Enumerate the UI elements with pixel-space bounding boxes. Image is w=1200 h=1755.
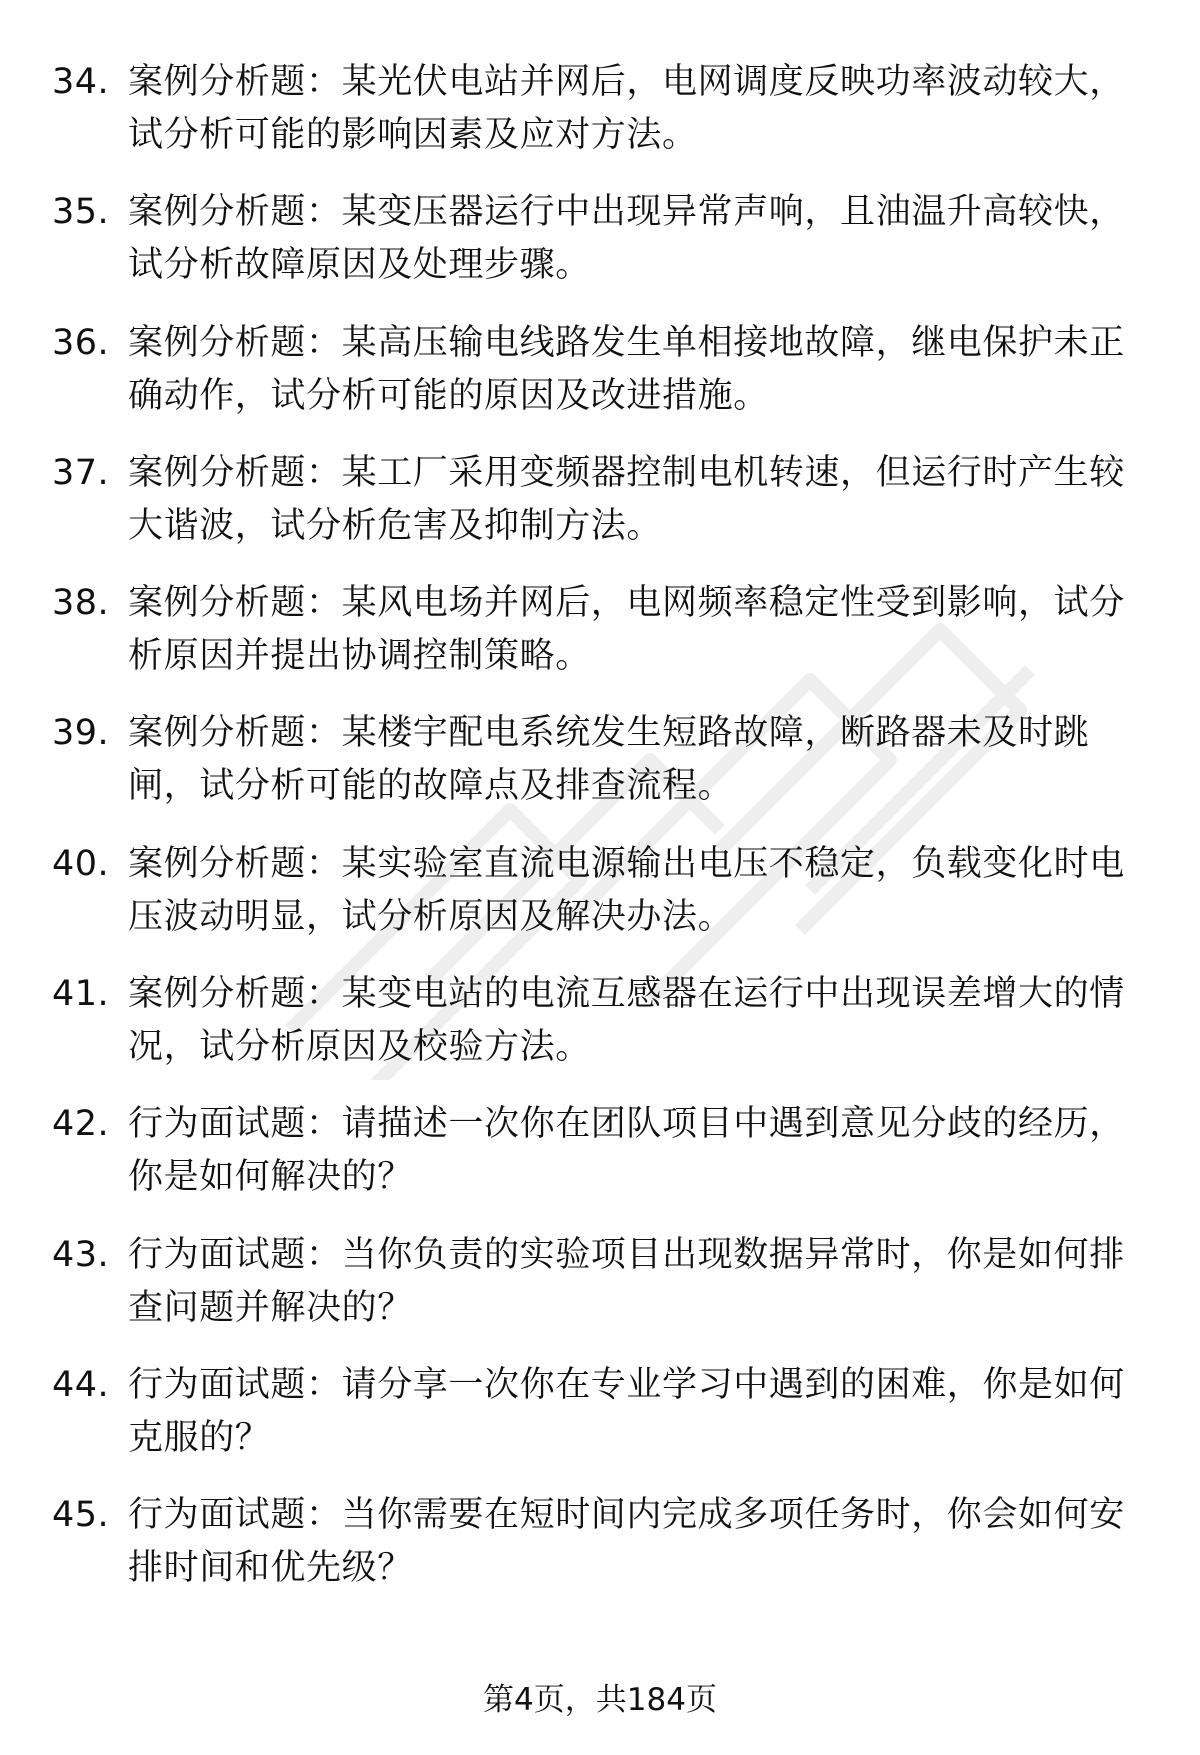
question-item [52, 968, 1142, 1098]
question-number: 34. [52, 62, 110, 102]
question-item [52, 1229, 1142, 1359]
question-number: 40. [52, 843, 110, 884]
question-item [52, 577, 1142, 707]
question-text: 案例分析题：某实验室直流电源输出电压不稳定，负载变化时电压波动明显，试分析原因及解决办法。 [128, 843, 1125, 937]
question-number: 42. [52, 1104, 110, 1145]
question-text: 案例分析题：某风电场并网后，电网频率稳定性受到影响，试分析原因并提出协调控制策略。 [128, 583, 1125, 677]
question-item [52, 1359, 1142, 1489]
question-text: 案例分析题：某高压输电线路发生单相接地故障，继电保护未正确动作，试分析可能的原因及改进措施。 [128, 322, 1125, 416]
question-item [52, 1098, 1142, 1228]
question-number: 41. [52, 974, 110, 1015]
question-item [52, 317, 1142, 447]
question-text: 案例分析题：某变压器运行中出现异常声响，且油温升高较快，试分析故障原因及处理步骤。 [128, 192, 1125, 286]
question-item [52, 707, 1142, 837]
question-item [52, 838, 1142, 968]
question-text: 案例分析题：某变电站的电流互感器在运行中出现误差增大的情况，试分析原因及校验方法。 [128, 974, 1125, 1068]
question-number: 36. [52, 322, 110, 363]
page-indicator: 第4页，共184页 [483, 1682, 717, 1718]
question-text: 行为面试题：请描述一次你在团队项目中遇到意见分歧的经历，你是如何解决的？ [128, 1104, 1125, 1198]
question-text: 行为面试题：请分享一次你在专业学习中遇到的困难，你是如何克服的？ [128, 1364, 1125, 1458]
question-item [52, 447, 1142, 577]
question-number: 39. [52, 713, 110, 754]
question-list [52, 56, 1142, 1620]
question-text: 行为面试题：当你负责的实验项目出现数据异常时，你是如何排查问题并解决的？ [128, 1234, 1125, 1328]
question-item [52, 1489, 1142, 1619]
question-number: 45. [52, 1495, 110, 1536]
question-number: 38. [52, 583, 110, 624]
question-item [52, 186, 1142, 316]
question-text: 案例分析题：某楼宇配电系统发生短路故障，断路器未及时跳闸，试分析可能的故障点及排查流程。 [128, 713, 1090, 807]
question-number: 37. [52, 452, 110, 493]
question-text: 行为面试题：当你需要在短时间内完成多项任务时，你会如何安排时间和优先级？ [128, 1495, 1125, 1589]
question-number: 44. [52, 1364, 110, 1405]
question-item [52, 56, 1142, 186]
question-number: 35. [52, 192, 110, 233]
question-number: 43. [52, 1234, 110, 1275]
question-text: 案例分析题：某工厂采用变频器控制电机转速，但运行时产生较大谐波，试分析危害及抑制方法。 [128, 452, 1125, 546]
question-text: 案例分析题：某光伏电站并网后，电网调度反映功率波动较大，试分析可能的影响因素及应对方法。 [128, 62, 1125, 155]
